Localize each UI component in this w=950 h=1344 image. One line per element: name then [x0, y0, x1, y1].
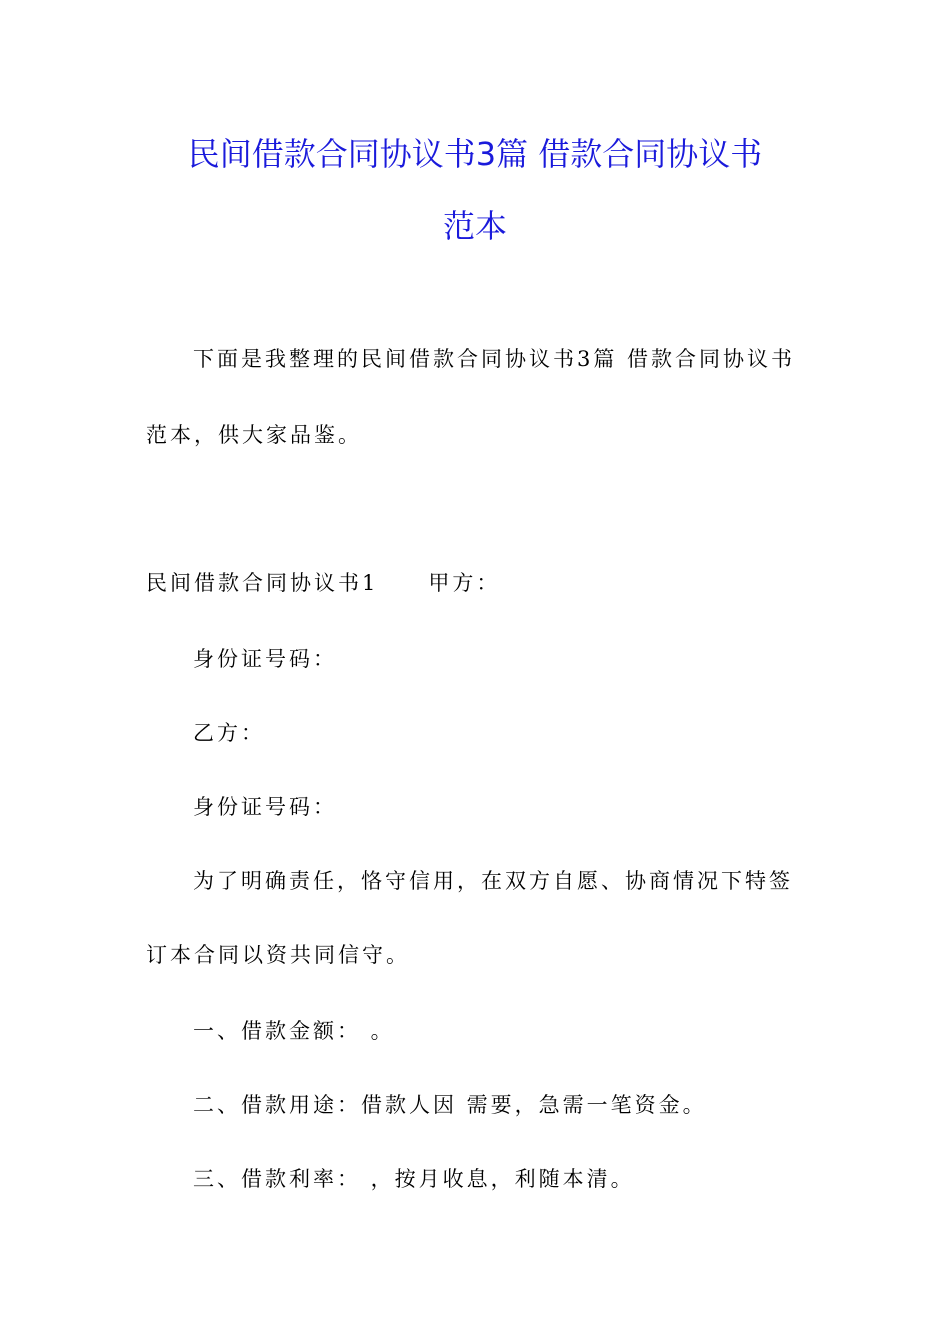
document-title-line-2: 范本 [442, 207, 507, 245]
section-heading-row [146, 568, 500, 598]
intro-line-2: 范本，供大家品鉴。 [146, 423, 362, 447]
document-title-line-1: 民间借款合同协议书3篇 借款合同协议书 [187, 135, 763, 173]
party-b-label: 乙方： [193, 721, 265, 745]
clause-loan-amount: 一、借款金额： 。 [193, 1019, 395, 1043]
party-a-label: 甲方： [428, 571, 501, 595]
party-b-id-label: 身份证号码： [193, 795, 337, 819]
party-a-id-label: 身份证号码： [193, 647, 337, 671]
intro-line-1: 下面是我整理的民间借款合同协议书3篇 借款合同协议书 [193, 347, 796, 371]
clause-interest-rate: 三、借款利率： ，按月收息，利随本清。 [193, 1167, 635, 1191]
clause-loan-purpose: 二、借款用途：借款人因 需要，急需一笔资金。 [193, 1093, 707, 1117]
purpose-line-1: 为了明确责任，恪守信用，在双方自愿、协商情况下特签 [193, 869, 793, 893]
purpose-line-2: 订本合同以资共同信守。 [146, 943, 410, 967]
section-heading: 民间借款合同协议书1 [146, 571, 379, 595]
